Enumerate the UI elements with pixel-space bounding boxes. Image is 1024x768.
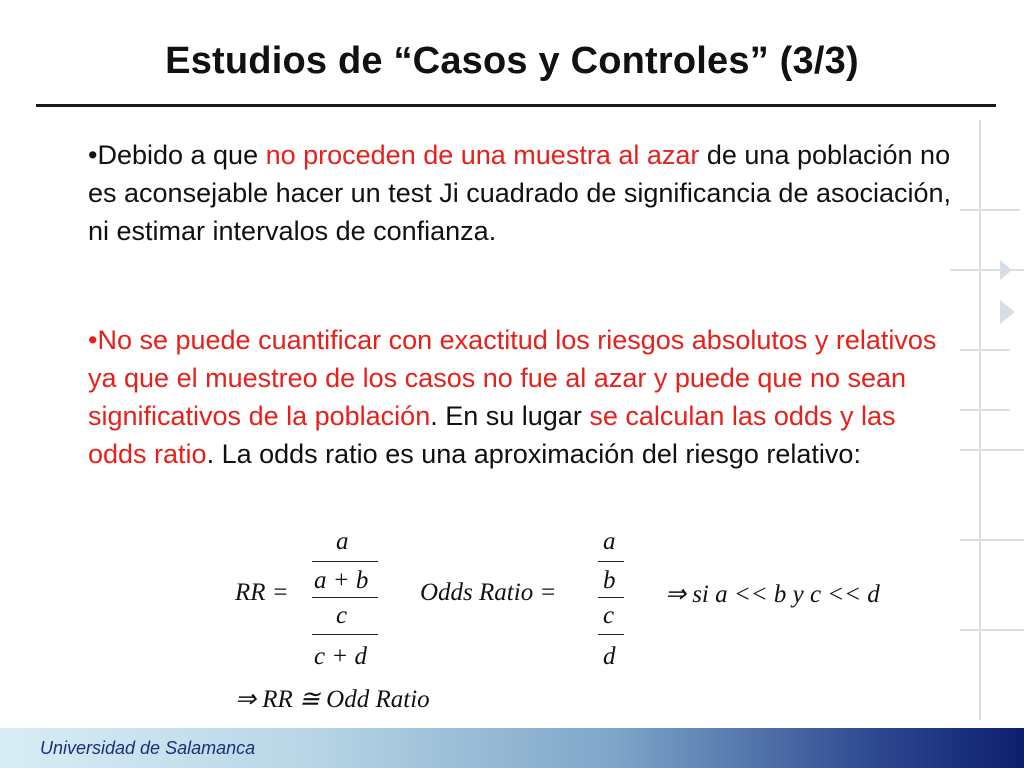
text-segment: . En su lugar (430, 401, 590, 431)
bullet-paragraph-1 (88, 136, 958, 250)
bullet-paragraph-2 (88, 321, 958, 473)
title-divider (36, 104, 996, 107)
main-fraction-bar (598, 597, 624, 598)
rr-label: RR = (235, 579, 289, 606)
or-denominator-bottom: d (603, 643, 616, 670)
text-segment: Debido a que (97, 140, 266, 170)
text-segment: . La odds ratio es una aproximación del riesgo relativo: (206, 439, 861, 469)
formula-conclusion: ⇒ RR ≅ Odd Ratio (235, 686, 430, 713)
fraction-bar (598, 561, 624, 562)
main-fraction-bar (312, 597, 378, 598)
or-label: Odds Ratio = (420, 579, 557, 606)
rr-denominator-bottom: c + d (314, 643, 367, 670)
or-numerator-top: a (603, 528, 616, 555)
text-segment: de una población no es aconsejable hacer un test Ji cuadrado de significancia de asociación, ni estimar intervalos de confianza. (88, 140, 952, 246)
or-numerator-bottom: b (603, 567, 616, 594)
formula-condition: ⇒ si a << b y c << d (665, 581, 880, 608)
rr-denominator-top: c (336, 602, 348, 629)
bullet-marker: • (88, 140, 98, 170)
or-denominator-top: c (603, 602, 615, 629)
rr-numerator-bottom: a + b (314, 567, 369, 594)
slide-title: Estudios de “Casos y Controles” (3/3) (165, 40, 859, 82)
footer-institution: Universidad de Salamanca (40, 738, 256, 758)
fraction-bar (312, 561, 378, 562)
text-segment-red: no proceden de una muestra al azar (265, 140, 700, 170)
rr-numerator-top: a (336, 528, 349, 555)
fraction-bar (598, 634, 624, 635)
text-segment-red: se calculan las odds y las odds ratio (88, 401, 896, 469)
bullet-marker: • (88, 325, 98, 355)
text-segment-red: No se puede cuantificar con exactitud los riesgos absolutos y relativos ya que el muestreo de los casos no fue al azar y puede que no sean significativos de la población (88, 325, 937, 431)
fraction-bar (312, 634, 378, 635)
